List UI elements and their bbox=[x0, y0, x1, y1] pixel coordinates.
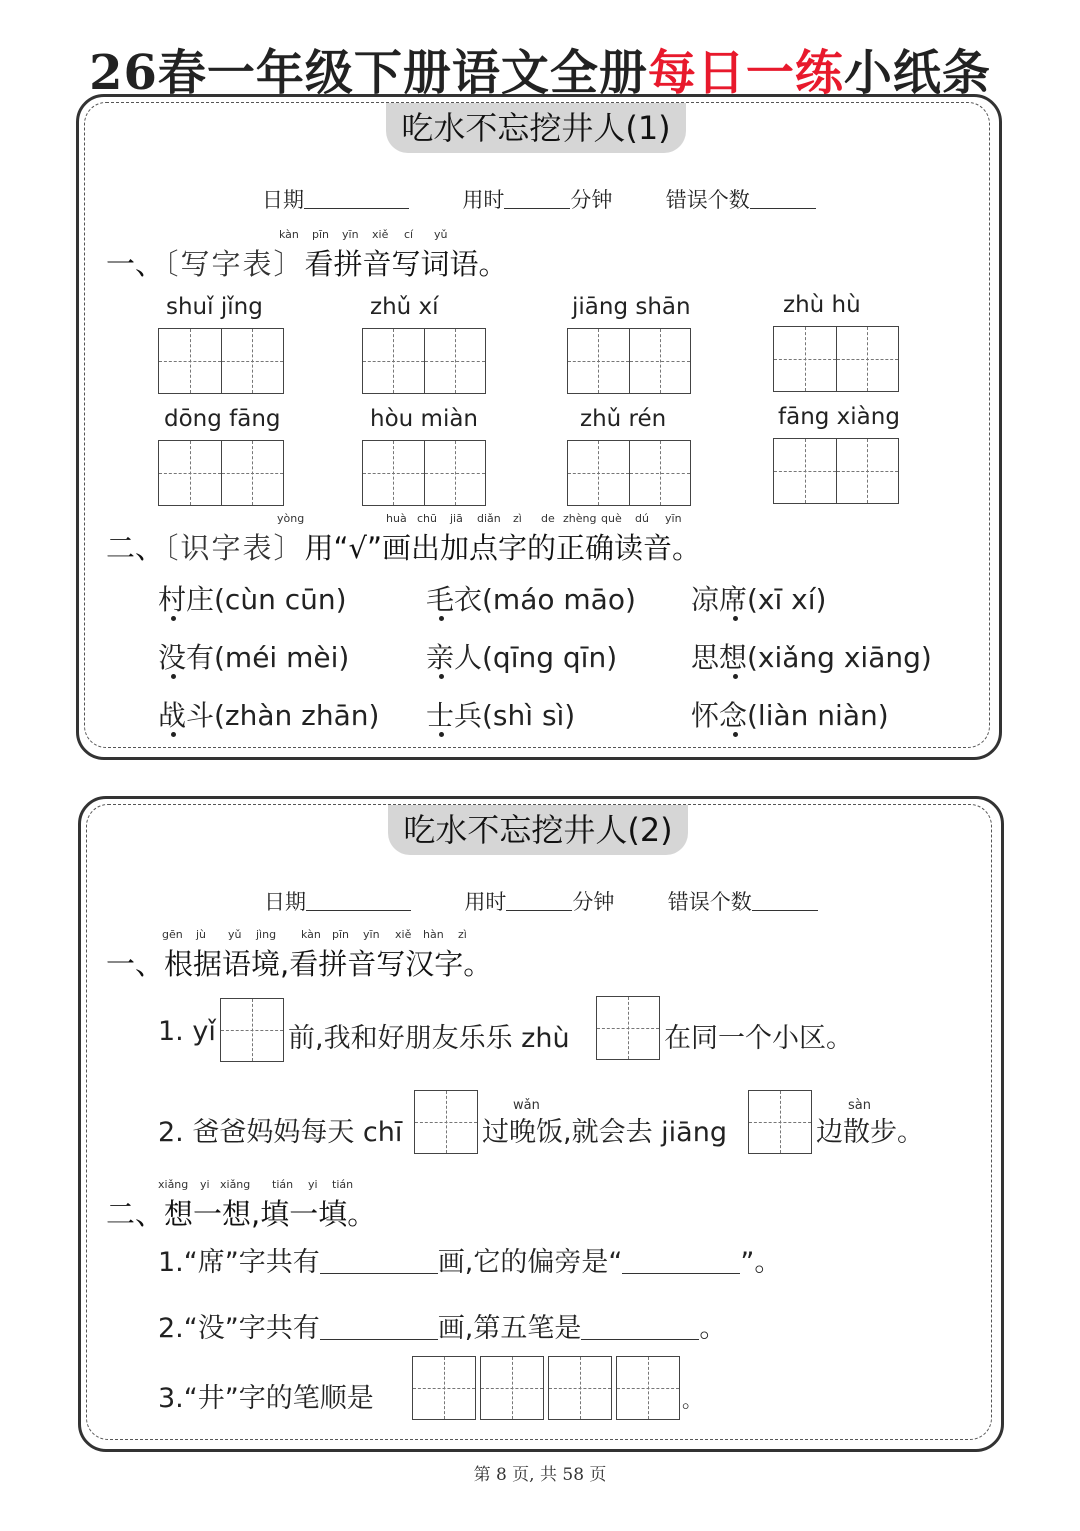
page-number: 第 8 页, 共 58 页 bbox=[473, 1465, 607, 1485]
time-blank[interactable] bbox=[504, 206, 570, 209]
context-question-2-part-a: 2. 爸爸妈妈每天 chī bbox=[158, 1117, 403, 1148]
stroke-count-blank[interactable] bbox=[320, 1337, 438, 1340]
reading-choice[interactable]: 思想(xiǎng xiāng) bbox=[691, 641, 932, 674]
fill-question-1: 1.“席”字共有 画,它的偏旁是“ ”。 bbox=[158, 1247, 782, 1278]
page-title: 26春一年级下册语文全册每日一练小纸条 bbox=[89, 45, 991, 101]
writing-grid[interactable] bbox=[567, 328, 691, 394]
writing-grid[interactable] bbox=[414, 1090, 478, 1154]
emphasis-dot bbox=[733, 674, 738, 679]
stroke-order-grid[interactable] bbox=[480, 1356, 544, 1420]
reading-choice[interactable]: 没有(méi mèi) bbox=[158, 641, 350, 674]
card-1-section-2-heading: 二、〔识字表〕用“√”画出加点字的正确读音。 bbox=[106, 531, 702, 565]
context-question-1-part-c: 在同一个小区。 bbox=[664, 1023, 853, 1054]
fill-question-3-label: 3.“井”字的笔顺是 bbox=[158, 1383, 374, 1414]
context-question-1-part-a: 1. yǐ bbox=[158, 1016, 216, 1047]
writing-grid[interactable] bbox=[748, 1090, 812, 1154]
word-pinyin: hòu miàn bbox=[370, 406, 479, 432]
pinyin-san: sàn bbox=[848, 1098, 871, 1113]
word-pinyin: zhù hù bbox=[783, 292, 861, 318]
card-2-section-1-heading: 一、根据语境,看拼音写汉字。 bbox=[106, 947, 493, 981]
errors-blank[interactable] bbox=[750, 206, 816, 209]
reading-choice[interactable]: 亲人(qīng qīn) bbox=[426, 641, 618, 674]
card-1-section-1-heading: 一、〔写字表〕看拼音写词语。 bbox=[106, 247, 508, 281]
reading-choice[interactable]: 战斗(zhàn zhān) bbox=[158, 699, 380, 732]
writing-grid[interactable] bbox=[596, 996, 660, 1060]
card-2-title: 吃水不忘挖井人(2) bbox=[388, 805, 688, 855]
card-2-section-2-heading: 二、想一想,填一填。 bbox=[106, 1197, 377, 1231]
reading-choice[interactable]: 怀念(liàn niàn) bbox=[691, 699, 889, 732]
word-pinyin: shuǐ jǐng bbox=[166, 294, 263, 320]
context-question-1-part-b: 前,我和好朋友乐乐 zhù bbox=[288, 1023, 570, 1054]
reading-choice[interactable]: 凉席(xī xí) bbox=[691, 583, 827, 616]
emphasis-dot bbox=[439, 616, 444, 621]
writing-grid[interactable] bbox=[158, 440, 284, 506]
stroke-order-grid[interactable] bbox=[616, 1356, 680, 1420]
writing-grid[interactable] bbox=[220, 998, 284, 1062]
context-question-2-part-b: 过晚饭,就会去 jiāng bbox=[482, 1117, 727, 1148]
writing-grid[interactable] bbox=[362, 328, 486, 394]
emphasis-dot bbox=[733, 732, 738, 737]
emphasis-dot bbox=[439, 732, 444, 737]
word-pinyin: jiāng shān bbox=[572, 294, 691, 320]
fill-question-2: 2.“没”字共有 画,第五笔是 。 bbox=[158, 1313, 727, 1344]
pinyin-wan: wǎn bbox=[513, 1098, 540, 1113]
stroke-order-grid[interactable] bbox=[412, 1356, 476, 1420]
writing-grid[interactable] bbox=[773, 326, 899, 392]
fill-question-3-end: 。 bbox=[682, 1388, 702, 1412]
emphasis-dot bbox=[171, 616, 176, 621]
errors-blank[interactable] bbox=[752, 908, 818, 911]
context-question-2-part-c: 边散步。 bbox=[816, 1117, 924, 1148]
date-blank[interactable] bbox=[304, 206, 409, 209]
card-2-meta-row: 日期 用时 分钟 错误个数 bbox=[264, 886, 818, 916]
fifth-stroke-blank[interactable] bbox=[581, 1337, 699, 1340]
time-blank[interactable] bbox=[506, 908, 572, 911]
word-pinyin: zhǔ rén bbox=[580, 406, 667, 432]
reading-choice[interactable]: 士兵(shì sì) bbox=[426, 699, 576, 732]
card-1-meta-row: 日期 用时 分钟 错误个数 bbox=[262, 184, 816, 214]
radical-blank[interactable] bbox=[622, 1271, 740, 1274]
card-1-title: 吃水不忘挖井人(1) bbox=[386, 103, 686, 153]
stroke-count-blank[interactable] bbox=[320, 1271, 438, 1274]
emphasis-dot bbox=[171, 732, 176, 737]
word-pinyin: dōng fāng bbox=[164, 406, 281, 432]
emphasis-dot bbox=[733, 616, 738, 621]
date-blank[interactable] bbox=[306, 908, 411, 911]
word-pinyin: zhǔ xí bbox=[370, 294, 439, 320]
writing-grid[interactable] bbox=[567, 440, 691, 506]
writing-grid[interactable] bbox=[362, 440, 486, 506]
emphasis-dot bbox=[171, 674, 176, 679]
writing-grid[interactable] bbox=[773, 438, 899, 504]
writing-grid[interactable] bbox=[158, 328, 284, 394]
reading-choice[interactable]: 村庄(cùn cūn) bbox=[158, 583, 347, 616]
reading-choice[interactable]: 毛衣(máo māo) bbox=[426, 583, 636, 616]
stroke-order-grid[interactable] bbox=[548, 1356, 612, 1420]
emphasis-dot bbox=[439, 674, 444, 679]
word-pinyin: fāng xiàng bbox=[778, 404, 900, 430]
